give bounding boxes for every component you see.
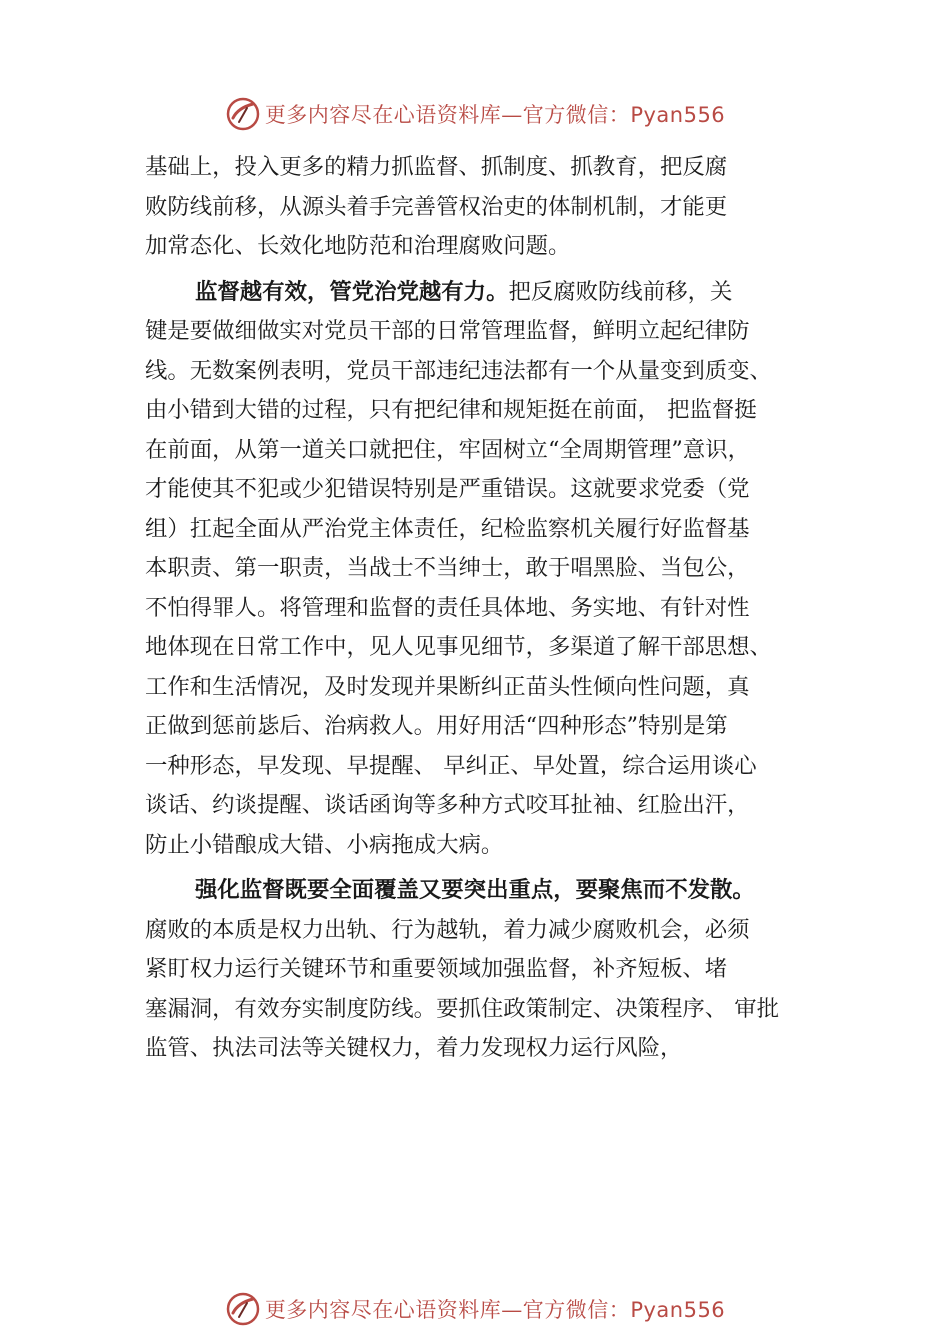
banner-text: 更多内容尽在心语资料库—官方微信：Pyan556 [264, 1298, 726, 1322]
text-line: 组）扛起全面从严治党主体责任，纪检监察机关履行好监督基 [145, 515, 750, 542]
text-line: 由小错到大错的过程，只有把纪律和规矩挺在前面， 把监督挺 [145, 397, 757, 423]
footer-banner [0, 1289, 950, 1329]
text-line: 地体现在日常工作中，见人见事见细节，多渠道了解干部思想、 [145, 634, 772, 660]
text-line: 塞漏洞，有效夯实制度防线。要抓住政策制定、决策程序、 审批 [145, 995, 780, 1022]
text-line: 腐败的本质是权力出轨、行为越轨，着力减少腐败机会，必须 [145, 916, 750, 943]
text-line: 键是要做细做实对党员干部的日常管理监督，鲜明立起纪律防 [145, 318, 750, 344]
text-line: 败防线前移，从源头着手完善管权治吏的体制机制，才能更 [145, 193, 728, 220]
text-line: 基础上，投入更多的精力抓监督、抓制度、抓教育，把反腐 [145, 154, 728, 180]
brush-stroke-logo-icon [225, 96, 261, 132]
text-line: 工作和生活情况，及时发现并果断纠正苗头性倾向性问题，真 [145, 673, 750, 700]
text-line: 紧盯权力运行关键环节和重要领域加强监督，补齐短板、堵 [145, 956, 728, 982]
paragraph-heading: 强化监督既要全面覆盖又要突出重点，要聚焦而不发散。 [195, 877, 755, 903]
text-line: 一种形态，早发现、早提醒、 早纠正、早处置，综合运用谈心 [145, 752, 757, 779]
brush-stroke-logo-icon [225, 1291, 261, 1327]
wechat-id: Pyan556 [630, 1298, 726, 1322]
text-line: 才能使其不犯或少犯错误特别是严重错误。这就要求党委（党 [145, 476, 750, 502]
text-line: 谈话、约谈提醒、谈话函询等多种方式咬耳扯袖、红脸出汗， [145, 792, 750, 818]
text-line: 监督越有效，管党治党越有力。把反腐败防线前移，关 [195, 278, 733, 305]
text-line: 本职责、第一职责，当战士不当绅士，敢于唱黑脸、当包公， [145, 555, 750, 581]
text-line: 在前面，从第一道关口就把住，牢固树立“全周期管理”意识， [145, 436, 751, 463]
header-banner [0, 94, 950, 134]
text-line: 防止小错酿成大错、小病拖成大病。 [145, 831, 504, 858]
text-line: 不怕得罪人。将管理和监督的责任具体地、务实地、有针对性 [145, 594, 750, 621]
text-line: 线。无数案例表明，党员干部违纪违法都有一个从量变到质变、 [145, 357, 772, 384]
text-line: 监管、执法司法等关键权力，着力发现权力运行风险， [145, 1035, 683, 1061]
text-line [145, 871, 835, 911]
paragraph-heading: 监督越有效，管党治党越有力。 [195, 278, 509, 305]
paragraph-1 [145, 148, 835, 267]
paragraph-3 [145, 871, 835, 1069]
document-body [145, 148, 835, 1069]
banner-text: 更多内容尽在心语资料库—官方微信：Pyan556 [264, 103, 726, 127]
paragraph-2 [145, 273, 835, 866]
text-line: 正做到惩前毖后、治病救人。用好用活“四种形态”特别是第 [145, 713, 728, 739]
wechat-id: Pyan556 [630, 103, 726, 127]
text-line: 加常态化、长效化地防范和治理腐败问题。 [145, 233, 571, 259]
